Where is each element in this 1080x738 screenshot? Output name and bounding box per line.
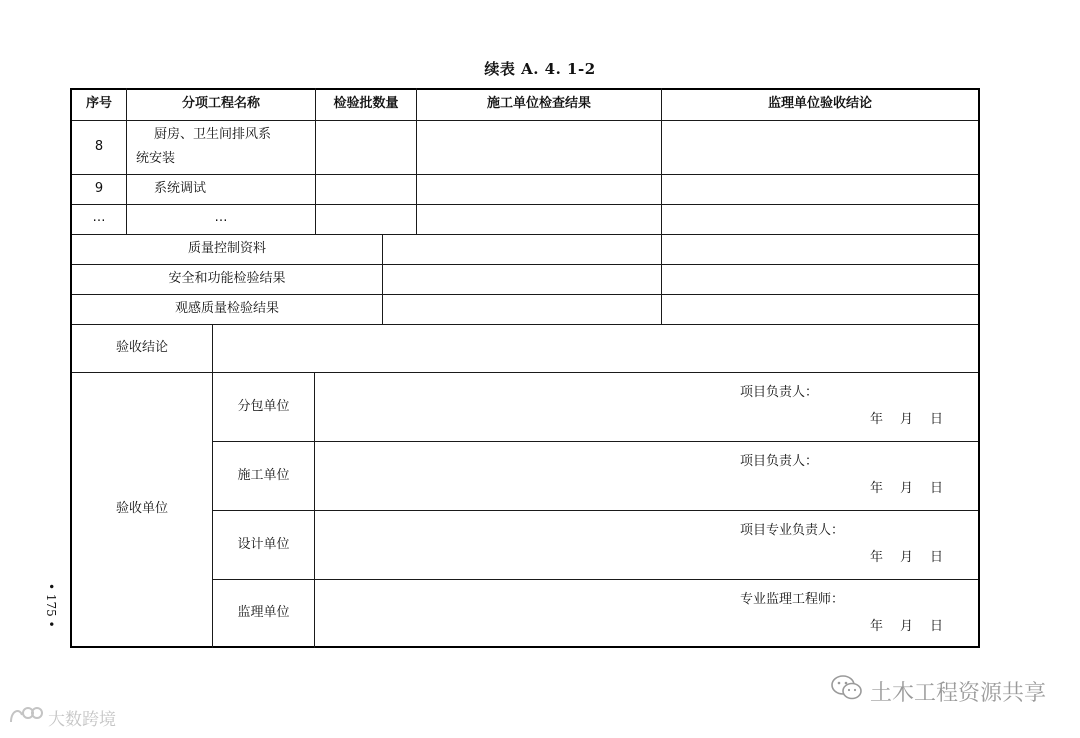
header-supervision-conclusion: 监理单位验收结论 (767, 96, 872, 111)
acceptance-table (70, 88, 980, 648)
watermark-text: 土木工程资源共享 (869, 680, 1046, 706)
row-divider (70, 324, 980, 325)
date-label: 年 月 日 (870, 481, 946, 496)
watermark-text: 大数跨境 (48, 710, 116, 730)
row-divider (212, 441, 980, 442)
col-divider (314, 372, 315, 648)
row-divider (70, 372, 980, 373)
header-construction-result: 施工单位检查结果 (486, 96, 591, 111)
table-top-border (70, 88, 980, 90)
quality-control-docs: 质量控制资料 (187, 241, 266, 256)
row-seq: 9 (94, 181, 104, 196)
wechat-icon (830, 674, 864, 708)
signature-label: 项目专业负责人： (740, 523, 845, 538)
unit-construction: 施工单位 (237, 468, 290, 483)
signature-label: 专业监理工程师： (740, 592, 845, 607)
row-divider (70, 264, 980, 265)
row-item-name: 厨房、卫生间排风系 (154, 127, 272, 142)
date-label: 年 月 日 (870, 619, 946, 634)
row-divider (70, 294, 980, 295)
unit-design: 设计单位 (237, 537, 290, 552)
safety-function-results: 安全和功能检验结果 (168, 271, 286, 286)
header-batch-count: 检验批数量 (333, 96, 399, 111)
acceptance-units-label: 验收单位 (115, 501, 168, 516)
table-left-border (70, 88, 72, 648)
appearance-quality-results: 观感质量检验结果 (174, 301, 279, 316)
row-divider (212, 510, 980, 511)
header-item-name: 分项工程名称 (181, 96, 260, 111)
table-bottom-border (70, 646, 980, 648)
watermark-left (8, 704, 116, 731)
watermark-right (830, 674, 1046, 708)
header-seq: 序号 (85, 96, 112, 111)
col-divider (382, 234, 383, 324)
logo-icon (8, 704, 44, 731)
header-divider (70, 120, 980, 121)
row-seq: … (92, 210, 106, 225)
row-divider (70, 174, 980, 175)
row-item-name: 系统调试 (154, 181, 207, 196)
date-label: 年 月 日 (870, 412, 946, 427)
table-right-border (978, 88, 980, 648)
row-item-name: … (214, 210, 228, 225)
unit-subcontractor: 分包单位 (237, 399, 290, 414)
unit-supervision: 监理单位 (237, 605, 290, 620)
signature-label: 项目负责人： (740, 454, 819, 469)
table-title: 续表 A. 4. 1-2 (484, 60, 596, 78)
row-seq: 8 (94, 139, 104, 154)
row-item-name-cont: 统安装 (136, 151, 176, 166)
page-number: • 175 • (44, 582, 58, 628)
col-divider (661, 88, 662, 324)
acceptance-conclusion-label: 验收结论 (115, 340, 168, 355)
row-divider (212, 579, 980, 580)
signature-label: 项目负责人： (740, 385, 819, 400)
row-divider (70, 234, 980, 235)
date-label: 年 月 日 (870, 550, 946, 565)
row-divider (70, 204, 980, 205)
